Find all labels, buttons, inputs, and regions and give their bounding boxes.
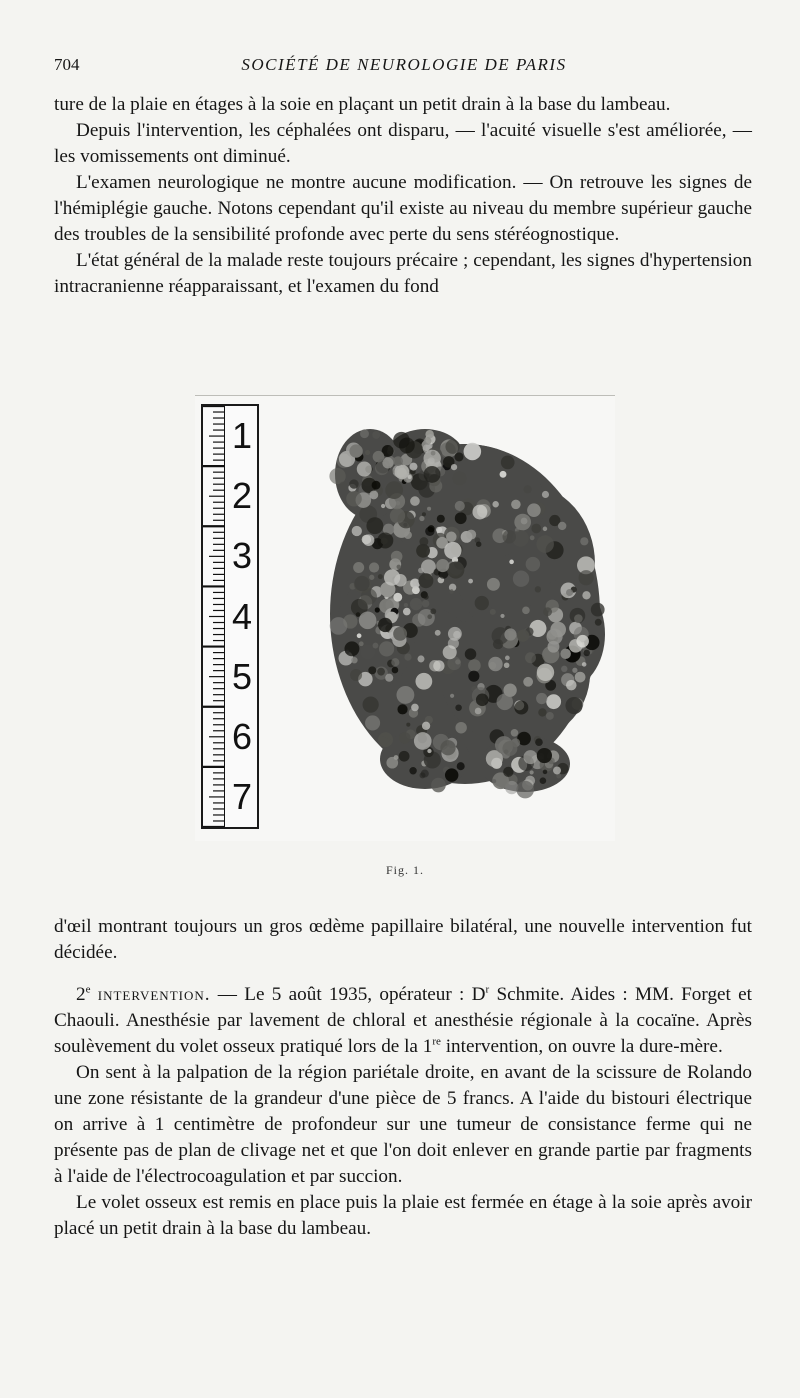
- specimen-texture: [535, 738, 543, 746]
- specimen-texture: [457, 762, 465, 770]
- specimen-texture: [357, 461, 372, 476]
- page-number: 704: [54, 55, 80, 74]
- specimen-texture: [368, 666, 376, 674]
- specimen-texture: [504, 662, 510, 668]
- specimen-texture: [575, 672, 586, 683]
- specimen-texture: [543, 527, 548, 532]
- specimen-texture: [366, 517, 383, 534]
- specimen-texture: [353, 562, 364, 573]
- specimen-texture: [488, 657, 502, 671]
- specimen-texture: [394, 464, 409, 479]
- paragraph-neuro-exam: L'examen neurologique ne montre aucune modification. — On retrouve les signes de l'hémiplégie gauche. Notons cependant qu'il existe au niveau du membre supérieur gauche des troubles de la sensibilité profonde avec perte du sens stéréognostique.: [54, 172, 752, 245]
- specimen-texture: [430, 608, 436, 614]
- specimen-texture: [424, 466, 441, 483]
- specimen-texture: [404, 603, 408, 607]
- paragraph-continuation: ture de la plaie en étages à la soie en plaçant un petit drain à la base du lambeau.: [54, 94, 671, 115]
- specimen-texture: [417, 655, 424, 662]
- paragraph-palpation: On sent à la palpation de la région pariétale droite, en avant de la scissure de Rolando une zone résistante de la grandeur d'une pièce de 5 francs. A l'aide du bistouri électrique on arrive à 1 centimètre de profondeur sur une tumeur de consistance ferme qui ne présente pas de plan de clivage net et que l'on doit enlever en grande partie par fragments à l'aide de l'électrocoagulation et par succion.: [54, 1062, 752, 1187]
- body-text-bottom: [54, 914, 752, 1242]
- specimen-texture: [436, 559, 449, 572]
- specimen-texture: [384, 569, 400, 585]
- specimen-texture: [431, 778, 446, 793]
- doctor-suffix: r: [485, 983, 490, 996]
- specimen-texture: [419, 516, 424, 521]
- specimen-texture: [345, 650, 349, 654]
- specimen-texture: [452, 471, 466, 485]
- paragraph-closure: Le volet osseux est remis en place puis la plaie est fermée en étage à la soie après avoir placé un petit drain à la base du lambeau.: [54, 1192, 752, 1239]
- specimen-texture: [558, 522, 566, 530]
- ruler-numbers: [225, 406, 259, 827]
- specimen-texture: [468, 671, 479, 682]
- specimen-texture: [369, 562, 379, 572]
- specimen-texture: [427, 614, 432, 619]
- specimen-texture: [352, 526, 362, 536]
- specimen-texture: [414, 732, 432, 750]
- specimen-texture: [418, 573, 433, 588]
- specimen-texture: [491, 758, 502, 769]
- ruler-number: 1: [231, 415, 253, 457]
- specimen-texture: [476, 694, 489, 707]
- specimen-texture: [410, 598, 422, 610]
- specimen-texture: [543, 770, 548, 775]
- intervention-label: intervention.: [97, 984, 211, 1005]
- specimen-texture: [381, 504, 385, 508]
- specimen-texture: [546, 694, 561, 709]
- specimen-texture: [450, 694, 454, 698]
- specimen-texture: [517, 630, 529, 642]
- ordinal-suffix: e: [85, 983, 91, 996]
- specimen-texture: [505, 655, 510, 660]
- specimen-texture: [330, 617, 348, 635]
- specimen-texture: [415, 673, 432, 690]
- specimen-texture: [565, 697, 582, 714]
- specimen-texture: [399, 732, 411, 744]
- specimen-texture: [527, 503, 541, 517]
- intervention-text-1: — Le 5 août 1935, opérateur : D: [210, 984, 486, 1005]
- specimen-texture: [360, 429, 369, 438]
- specimen-texture: [373, 451, 385, 463]
- body-text-top: [54, 92, 752, 300]
- intervention-text-3: intervention, on ouvre la dure-mère.: [440, 1036, 723, 1057]
- specimen-texture: [547, 628, 563, 644]
- specimen-texture: [379, 641, 394, 656]
- specimen-texture: [421, 770, 429, 778]
- specimen-texture: [409, 767, 416, 774]
- specimen-texture: [424, 437, 432, 445]
- specimen-texture: [394, 755, 399, 760]
- specimen-texture: [406, 723, 410, 727]
- specimen-texture: [451, 464, 457, 470]
- specimen-texture: [546, 712, 554, 720]
- specimen-texture: [538, 708, 546, 716]
- specimen-texture: [455, 704, 461, 710]
- specimen-texture: [492, 779, 496, 783]
- specimen-texture: [526, 557, 540, 571]
- specimen-texture: [465, 648, 476, 659]
- specimen-texture: [411, 704, 419, 712]
- specimen-texture: [535, 586, 541, 592]
- specimen-texture: [455, 501, 465, 511]
- journal-title: SOCIÉTÉ DE NEUROLOGIE DE PARIS: [241, 55, 567, 74]
- specimen-texture: [385, 481, 403, 499]
- specimen-texture: [408, 475, 412, 479]
- specimen-texture: [543, 607, 552, 616]
- specimen-texture: [440, 740, 455, 755]
- specimen-texture: [427, 749, 431, 753]
- specimen-texture: [595, 619, 602, 626]
- paragraph-second-intervention: [54, 982, 752, 1060]
- centimeter-ruler: [201, 404, 259, 829]
- specimen-texture: [447, 561, 464, 578]
- specimen-texture: [523, 750, 537, 764]
- specimen-texture: [536, 693, 547, 704]
- specimen-texture: [523, 677, 533, 687]
- specimen-texture: [530, 535, 535, 540]
- specimen-texture: [437, 515, 445, 523]
- specimen-texture: [392, 667, 399, 674]
- specimen-texture: [365, 715, 380, 730]
- ruler-number: 5: [231, 655, 253, 697]
- specimen-texture: [542, 491, 549, 498]
- ruler-number: 7: [231, 775, 253, 817]
- first-suffix: re: [432, 1035, 441, 1048]
- specimen-texture: [354, 576, 369, 591]
- specimen-texture: [391, 658, 399, 666]
- specimen-texture: [393, 456, 403, 466]
- ruler-number: 4: [231, 595, 253, 637]
- specimen-texture: [537, 748, 552, 763]
- specimen-texture: [579, 570, 594, 585]
- specimen-texture: [509, 560, 514, 565]
- specimen-texture: [404, 653, 411, 660]
- intervention-text-2: Schmite. Aides : MM. Forget et Chaouli. Anesthésie par lavement de chloral et anesthésie régionale à la cocaïne. Après soulèvement du volet osseux pratiqué lors de la 1: [54, 984, 753, 1057]
- ruler-number: 3: [231, 535, 253, 577]
- specimen-texture: [591, 603, 605, 617]
- specimen-texture: [399, 437, 415, 453]
- specimen-texture: [513, 571, 529, 587]
- specimen-texture: [410, 496, 420, 506]
- specimen-texture: [521, 518, 528, 525]
- ordinal-number: 2: [76, 984, 86, 1005]
- specimen-texture: [435, 630, 441, 636]
- specimen-texture: [561, 666, 567, 672]
- ruler-ticks: [203, 406, 225, 827]
- specimen-texture: [349, 444, 362, 457]
- specimen-texture: [396, 565, 400, 569]
- figure-1: [195, 395, 615, 877]
- specimen-texture: [583, 650, 590, 657]
- specimen-texture: [346, 491, 362, 507]
- specimen-texture: [369, 575, 374, 580]
- specimen-texture: [418, 568, 424, 574]
- specimen-texture: [449, 589, 453, 593]
- specimen-texture: [393, 593, 402, 602]
- ruler-number: 6: [231, 715, 253, 757]
- specimen-texture: [566, 589, 573, 596]
- tumor-specimen-photo: [315, 414, 615, 804]
- specimen-texture: [511, 500, 521, 510]
- specimen-texture: [487, 578, 500, 591]
- specimen-texture: [516, 781, 534, 799]
- specimen-texture: [372, 431, 380, 439]
- photo-plate: [195, 395, 615, 841]
- specimen-texture: [576, 635, 589, 648]
- specimen-texture: [378, 574, 383, 579]
- figure-caption: Fig. 1.: [385, 863, 424, 877]
- specimen-texture: [455, 722, 466, 733]
- specimen-texture: [344, 641, 359, 656]
- specimen-texture: [536, 535, 554, 553]
- specimen-texture: [445, 439, 459, 453]
- specimen-texture: [363, 697, 379, 713]
- specimen-texture: [445, 768, 458, 781]
- specimen-texture: [377, 668, 385, 676]
- specimen-texture: [525, 652, 536, 663]
- specimen-texture: [511, 729, 519, 737]
- specimen-texture: [391, 551, 403, 563]
- specimen-texture: [464, 443, 482, 461]
- specimen-texture: [365, 450, 370, 455]
- specimen-texture: [373, 643, 379, 649]
- specimen-texture: [466, 530, 476, 540]
- specimen-texture: [422, 600, 430, 608]
- specimen-texture: [476, 541, 482, 547]
- specimen-texture: [357, 633, 362, 638]
- specimen-texture: [436, 527, 442, 533]
- specimen-texture: [385, 674, 393, 682]
- specimen-texture: [425, 430, 434, 439]
- specimen-texture: [350, 669, 362, 681]
- specimen-texture: [378, 618, 392, 632]
- specimen-texture: [382, 457, 393, 468]
- specimen-texture: [396, 686, 414, 704]
- specimen-texture: [390, 508, 405, 523]
- specimen-texture: [356, 612, 361, 617]
- specimen-texture: [504, 628, 516, 640]
- specimen-texture: [475, 596, 489, 610]
- specimen-texture: [375, 607, 380, 612]
- specimen-texture: [446, 532, 457, 543]
- specimen-texture: [500, 471, 507, 478]
- specimen-texture: [369, 490, 378, 499]
- specimen-texture: [514, 701, 528, 715]
- specimen-texture: [372, 481, 381, 490]
- specimen-texture: [537, 664, 554, 681]
- specimen-texture: [453, 631, 461, 639]
- specimen-texture: [397, 704, 407, 714]
- specimen-texture: [574, 614, 583, 623]
- specimen-texture: [503, 530, 516, 543]
- specimen-texture: [572, 668, 577, 673]
- specimen-texture: [416, 544, 430, 558]
- specimen-texture: [522, 607, 530, 615]
- paragraph-general-state: L'état général de la malade reste toujours précaire ; cependant, les signes d'hypertension intracranienne réapparaissant, et l'examen du fond: [54, 250, 752, 297]
- specimen-texture: [362, 535, 371, 544]
- specimen-texture: [359, 641, 364, 646]
- specimen-texture: [377, 532, 393, 548]
- specimen-texture: [475, 708, 482, 715]
- specimen-texture: [468, 579, 473, 584]
- specimen-texture: [497, 694, 514, 711]
- specimen-texture: [472, 505, 487, 520]
- specimen-texture: [553, 766, 561, 774]
- specimen-texture: [531, 524, 541, 534]
- paragraph-decision: d'œil montrant toujours un gros œdème papillaire bilatéral, une nouvelle intervention fut décidée.: [54, 916, 752, 963]
- specimen-texture: [580, 537, 588, 545]
- specimen-texture: [422, 512, 426, 516]
- specimen-texture: [429, 660, 440, 671]
- specimen-texture: [428, 525, 435, 532]
- specimen-texture: [424, 595, 429, 600]
- specimen-texture: [403, 608, 411, 616]
- specimen-texture: [339, 482, 347, 490]
- running-head: [54, 55, 754, 79]
- specimen-texture: [540, 777, 547, 784]
- specimen-texture: [404, 531, 412, 539]
- specimen-texture: [492, 501, 498, 507]
- specimen-texture: [566, 680, 577, 691]
- specimen-texture: [399, 751, 410, 762]
- specimen-texture: [582, 591, 590, 599]
- specimen-texture: [490, 609, 496, 615]
- specimen-texture: [431, 451, 436, 456]
- specimen-texture: [455, 512, 467, 524]
- specimen-texture: [351, 657, 357, 663]
- specimen-texture: [443, 645, 457, 659]
- specimen-texture: [378, 732, 393, 747]
- specimen-texture: [349, 479, 358, 488]
- specimen-texture: [468, 659, 481, 672]
- specimen-texture: [503, 767, 513, 777]
- specimen-texture: [524, 485, 532, 493]
- paragraph-postop-course: Depuis l'intervention, les céphalées ont disparu, — l'acuité visuelle s'est améliorée, — les vomissements ont diminué.: [54, 120, 752, 167]
- specimen-texture: [502, 741, 517, 756]
- specimen-texture: [359, 612, 377, 630]
- specimen-texture: [500, 614, 504, 618]
- specimen-texture: [454, 452, 463, 461]
- ruler-number: 2: [231, 475, 253, 517]
- specimen-texture: [582, 662, 587, 667]
- specimen-texture: [409, 463, 417, 471]
- specimen-texture: [530, 770, 534, 774]
- specimen-texture: [422, 722, 430, 730]
- specimen-texture: [501, 456, 515, 470]
- specimen-texture: [444, 542, 461, 559]
- specimen-texture: [560, 648, 571, 659]
- specimen-texture: [427, 507, 431, 511]
- specimen-texture: [393, 627, 407, 641]
